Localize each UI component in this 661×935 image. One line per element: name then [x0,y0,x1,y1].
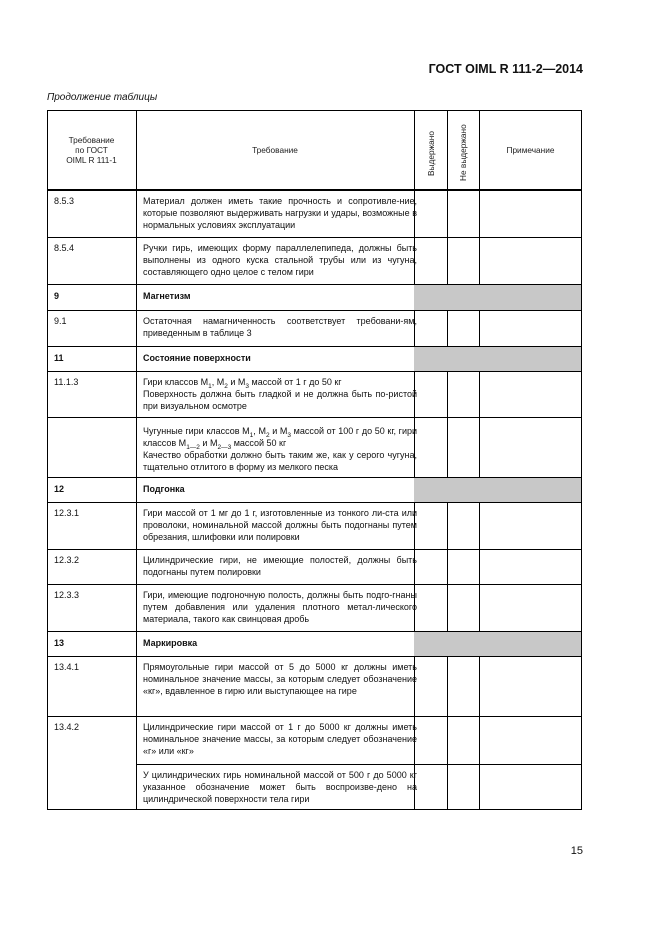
section-title: Подгонка [143,484,185,494]
requirement-text: Гири массой от 1 мг до 1 г, изготовленные из тонкого ли-ста или проволоки, номинальной массой должны быть подогнаны путем обрезания, шлифовки или полировки [143,508,417,542]
requirement-text: Цилиндрические гири массой от 1 г до 5000 кг должны иметь номинальное значение массы, за которым следует обозначение «г» или «кг» [143,722,417,756]
requirement-number: 9.1 [54,316,67,326]
page-number: 15 [570,845,583,857]
section-title: Магнетизм [143,291,191,301]
requirement-text: Остаточная намагниченность соответствует требовани-ям, приведенным в таблице 3 [143,316,417,338]
column-header-note: Примечание [506,145,555,155]
section-number: 11 [54,353,64,363]
section-number: 13 [54,638,65,648]
requirement-number: 8.5.4 [54,243,75,253]
requirement-text: Чугунные гири классов $М_1$, $М_2$ и $М_3$ массой от 100 г до 50 кг, гири классов $М_{1—2}$ и $М_{2—3}$ массой 50 кг Качество обработки должно быть таким же, как у серого чугуна, тщательно отлитого в форму из мелкого песка [143,426,418,472]
requirement-number: 12.3.1 [54,508,80,518]
requirement-number: 13.4.1 [54,662,80,672]
requirement-text: Цилиндрические гири, не имеющие полостей, должны быть подогнаны путем полировки [143,555,417,577]
requirement-text: Гири, имеющие подгоночную полость, должны быть подго-гнаны путем добавления или удаления плотного метал-лического материала, такого как свинцовая дробь [143,590,417,624]
requirement-number: 13.4.2 [54,722,80,732]
column-header-not-passed: Не выдержано [458,124,468,181]
requirement-text: У цилиндрических гирь номинальной массой от 500 г до 5000 кг указанное обозначение может быть воспроизве-дено на цилиндрической поверхности тела гири [143,770,417,804]
requirement-text: Ручки гирь, имеющих форму параллелепипеда, должны быть выполнены из одного куска стальной трубы или из чугуна, составляющего одно целое с телом гири [143,243,417,277]
section-title: Маркировка [143,638,198,648]
requirement-number: 8.5.3 [54,196,75,206]
column-header-req-ref: Требование по ГОСТ OIML R 111-1 [66,135,117,165]
section-title: Состояние поверхности [143,353,251,363]
column-header-requirement: Требование [252,145,298,155]
table-continuation-label: Продолжение таблицы [47,92,158,103]
requirement-number: 11.1.3 [54,377,79,387]
section-number: 12 [54,484,65,494]
requirement-number: 12.3.2 [54,555,80,565]
requirement-text: Гири классов $М_1$, $М_2$ и $М_3$ массой от 1 г до 50 кг Поверхность должна быть гладкой и не должна быть по-ристой при визуальном осмотре [143,377,417,411]
requirements-table [47,110,582,810]
section-number: 9 [54,291,60,301]
requirement-text: Материал должен иметь такие прочность и сопротивле-ние, которые позволяют выдерживать нагрузки и удары, возможные в нормальных условиях эксплуатации [143,196,417,230]
requirement-number: 12.3.3 [54,590,80,600]
document-code: ГОСТ OIML R 111-2—2014 [428,62,583,76]
column-header-passed: Выдержано [426,131,436,176]
requirement-text: Прямоугольные гири массой от 5 до 5000 кг должны иметь номинальное значение массы, за которым следует обозначение «кг», вдавленное в гирю или выступающее на гире [143,662,417,696]
